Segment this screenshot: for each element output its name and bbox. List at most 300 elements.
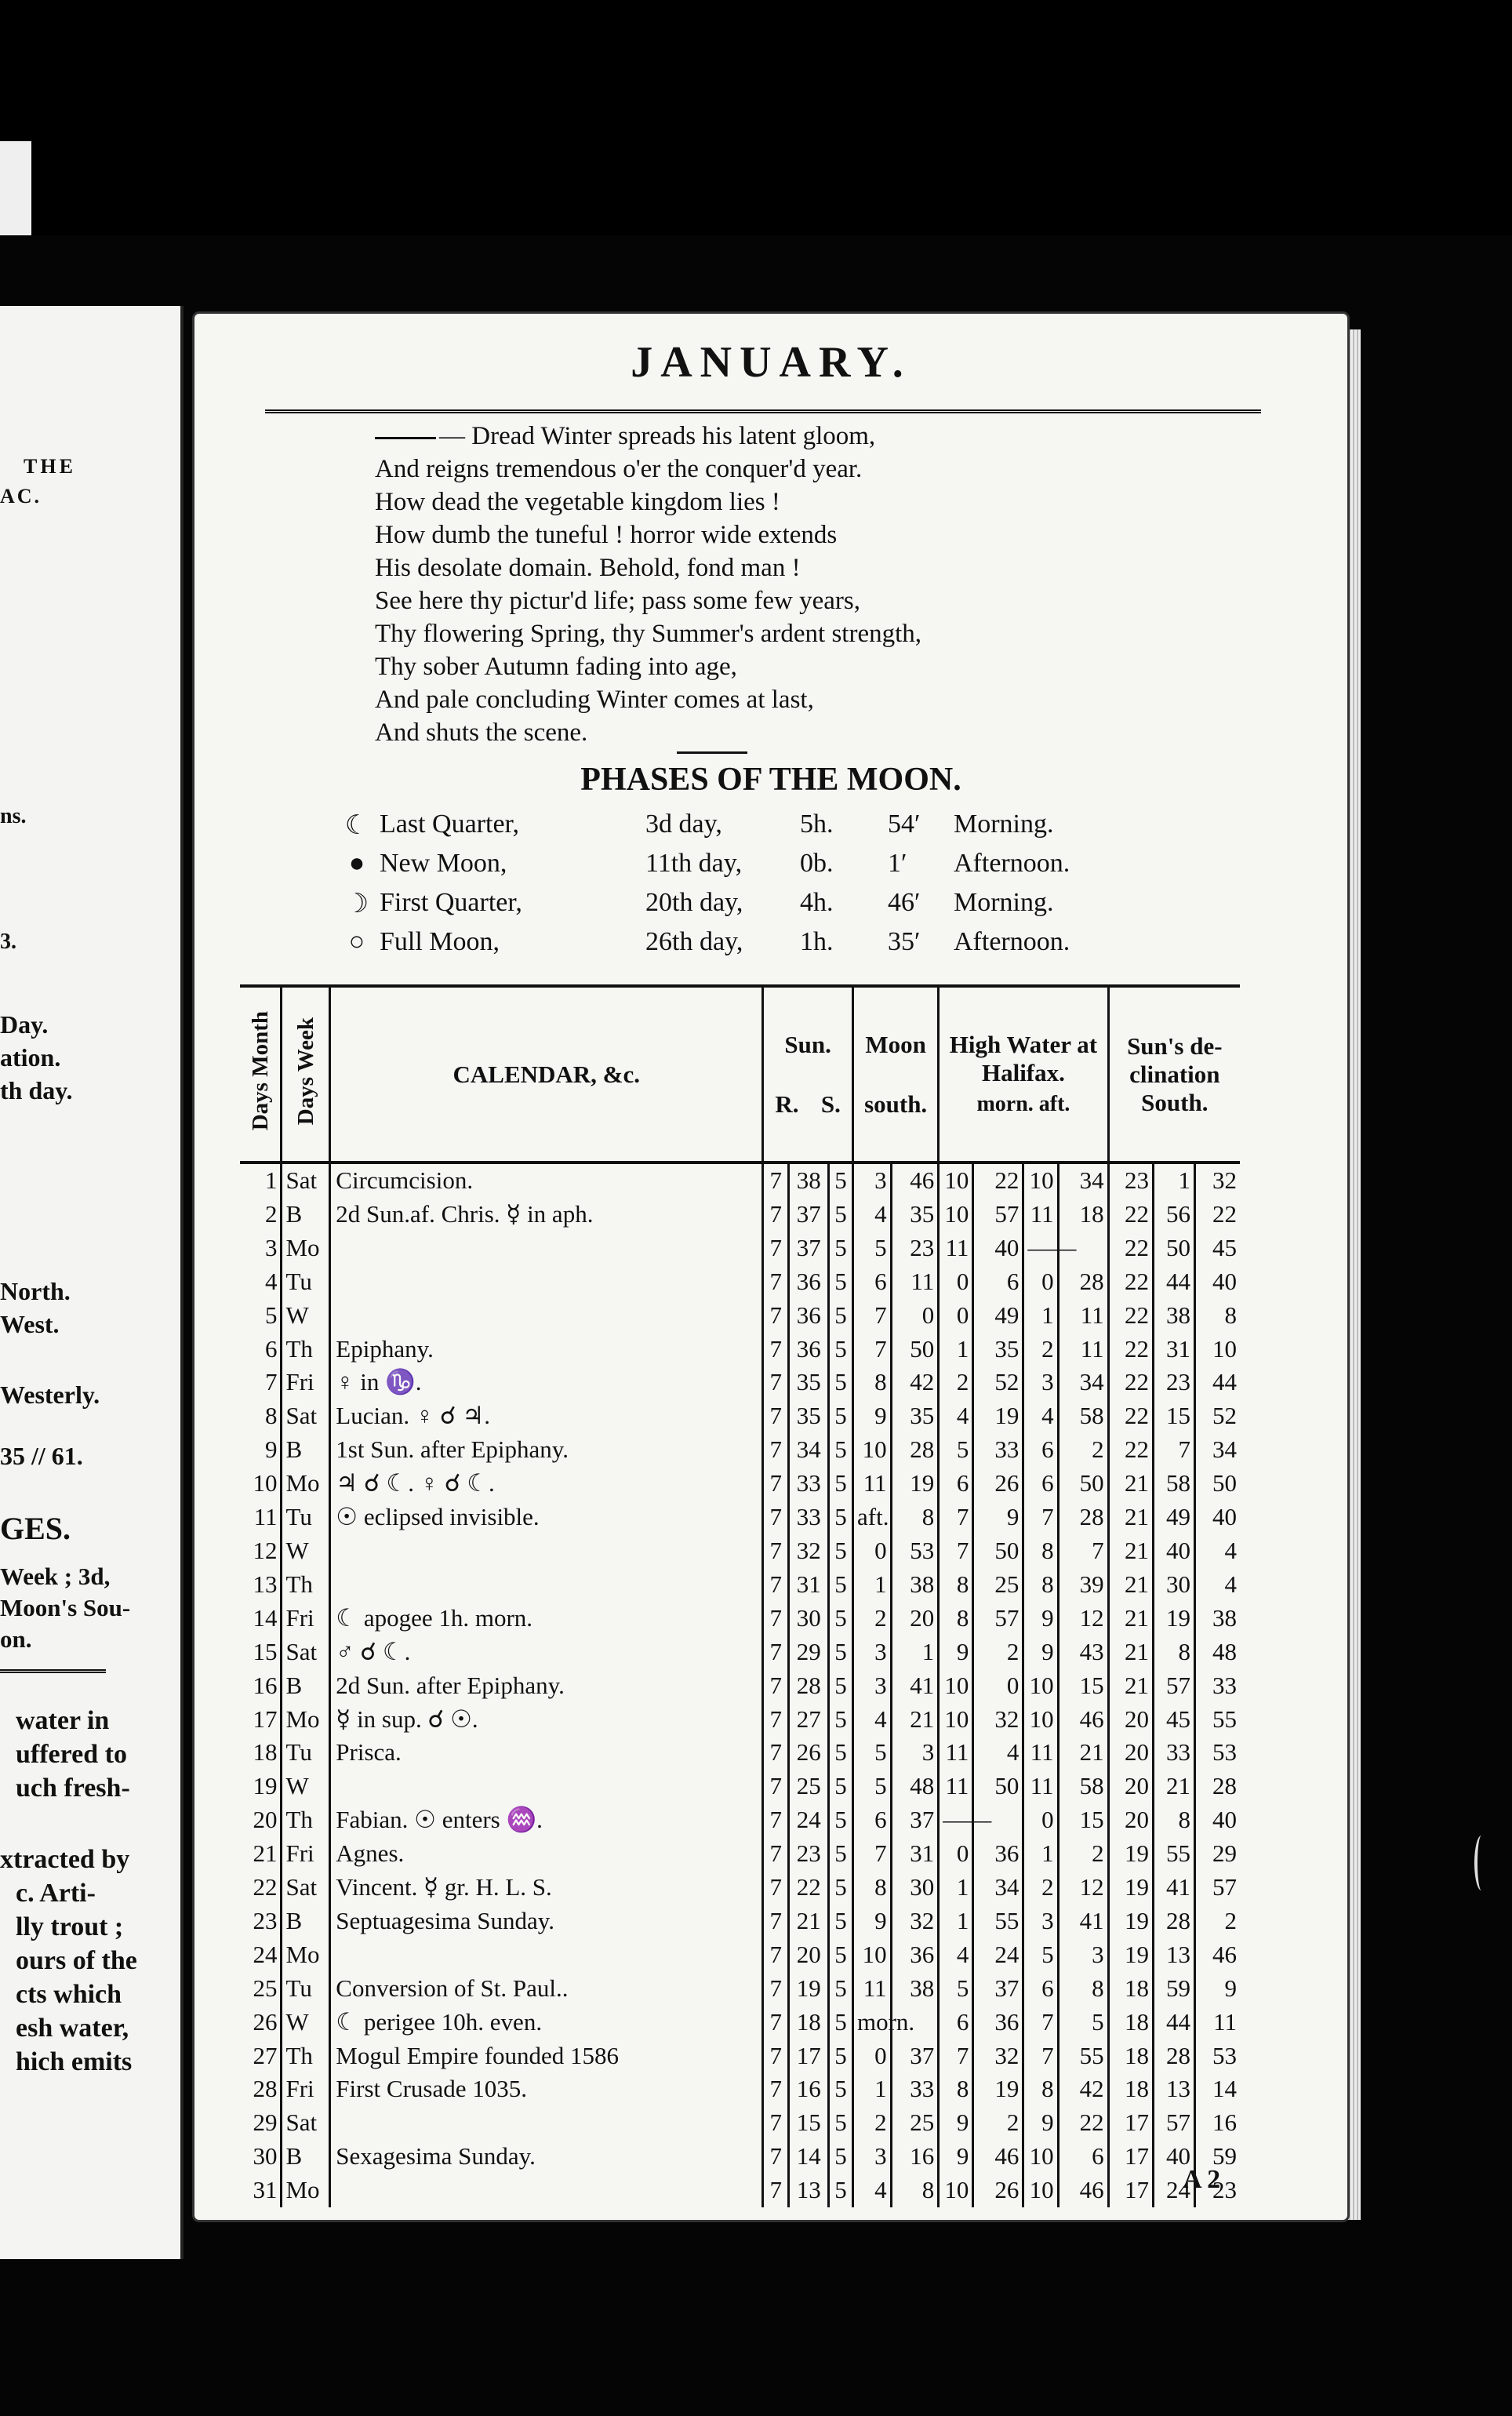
cell-ds: 10 bbox=[1194, 1333, 1240, 1366]
cell-ev: ♂ ☌ ☾. bbox=[330, 1636, 763, 1669]
cell-hm2: 0 bbox=[973, 1669, 1023, 1703]
cell-rm: 13 bbox=[789, 2174, 829, 2207]
cell-ha1: 5 bbox=[1023, 1938, 1058, 1972]
table-row bbox=[240, 1972, 1240, 2006]
cell-hm1: 7 bbox=[939, 2039, 973, 2073]
cell-ev: 2d Sun. after Epiphany. bbox=[330, 1669, 763, 1703]
cell-hm1: 11 bbox=[939, 1736, 973, 1770]
cell-ds: 53 bbox=[1194, 2039, 1240, 2073]
cell-d: 27 bbox=[253, 2041, 278, 2069]
cell-hm1: 6 bbox=[939, 2006, 973, 2039]
left-fragment: THE bbox=[24, 455, 76, 478]
cell-d: 5 bbox=[264, 1301, 278, 1329]
cell-rm: 37 bbox=[789, 1232, 829, 1265]
phase-day: 3d day, bbox=[645, 810, 722, 839]
cell-ha2: 58 bbox=[1058, 1770, 1108, 1803]
cell-ds: 11 bbox=[1194, 2006, 1240, 2039]
cell-hm2: 36 bbox=[973, 1837, 1023, 1871]
phase-row bbox=[343, 888, 1285, 927]
cell-mm: 25 bbox=[891, 2106, 939, 2140]
cell-ha2: 5 bbox=[1058, 2006, 1108, 2039]
cell-mm: 16 bbox=[891, 2140, 939, 2174]
cell-d: 4 bbox=[264, 1267, 278, 1295]
cell-dd: 21 bbox=[1108, 1467, 1153, 1501]
cell-mh: 9 bbox=[853, 1905, 892, 1938]
left-fragment: GES. bbox=[0, 1511, 71, 1546]
cell-ha2: 22 bbox=[1058, 2106, 1108, 2140]
cell-ha1: 1 bbox=[1023, 1299, 1058, 1333]
table-row bbox=[240, 1703, 1240, 1737]
cell-rh: 7 bbox=[763, 1703, 789, 1737]
left-fragment: uffered to bbox=[16, 1740, 127, 1769]
cell-ha2: 12 bbox=[1058, 1602, 1108, 1636]
phase-period: Morning. bbox=[954, 810, 1054, 839]
cell-d: 13 bbox=[253, 1570, 278, 1598]
cell-hm2: 6 bbox=[973, 1265, 1023, 1299]
cell-ev: ♃ ☌ ☾. ♀ ☌ ☾. bbox=[330, 1467, 763, 1501]
cell-hm2: 32 bbox=[973, 1703, 1023, 1737]
cell-ev: Vincent. ☿ gr. H. L. S. bbox=[330, 1871, 763, 1905]
cell-rh: 7 bbox=[763, 1669, 789, 1703]
cell-w: W bbox=[282, 1534, 330, 1568]
cell-w: Mo bbox=[282, 1703, 330, 1737]
cell-rh: 7 bbox=[763, 1837, 789, 1871]
cell-hm2: 22 bbox=[973, 1163, 1023, 1198]
cell-s: 5 bbox=[829, 2039, 853, 2073]
cell-d: 11 bbox=[253, 1503, 278, 1531]
cell-rm: 17 bbox=[789, 2039, 829, 2073]
cell-w: B bbox=[282, 1433, 330, 1467]
cell-mm: 37 bbox=[891, 1803, 939, 1837]
cell-mh: 8 bbox=[853, 1366, 892, 1399]
cell-ha2: 34 bbox=[1058, 1366, 1108, 1399]
full-moon-icon: ○ bbox=[348, 927, 365, 956]
cell-dd: 20 bbox=[1108, 1703, 1153, 1737]
left-fragment: 3. bbox=[0, 930, 16, 954]
cell-rm: 15 bbox=[789, 2106, 829, 2140]
cell-d: 14 bbox=[253, 1603, 278, 1632]
cell-ds: 38 bbox=[1194, 1602, 1240, 1636]
left-fragment: Week ; 3d, bbox=[0, 1563, 111, 1590]
cell-hm2: 9 bbox=[973, 1501, 1023, 1534]
cell-rm: 28 bbox=[789, 1669, 829, 1703]
cell-w: Fri bbox=[282, 1602, 330, 1636]
cell-s: 5 bbox=[829, 1770, 853, 1803]
cell-ds: 46 bbox=[1194, 1938, 1240, 1972]
cell-ev bbox=[330, 1534, 763, 1568]
cell-rh: 7 bbox=[763, 1602, 789, 1636]
cell-rh: 7 bbox=[763, 1938, 789, 1972]
cell-mh: 4 bbox=[853, 1198, 892, 1232]
cell-d: 1 bbox=[264, 1166, 278, 1194]
cell-hm2: 19 bbox=[973, 2072, 1023, 2106]
cell-s: 5 bbox=[829, 1803, 853, 1837]
cell-hm2: 46 bbox=[973, 2140, 1023, 2174]
cell-ds: 9 bbox=[1194, 1972, 1240, 2006]
high-water-label: High Water at Halifax. bbox=[949, 1030, 1098, 1086]
cell-mh: aft. bbox=[853, 1501, 892, 1534]
table-row bbox=[240, 1501, 1240, 1534]
cell-mm: 1 bbox=[891, 1636, 939, 1669]
left-fragment: water in bbox=[16, 1706, 110, 1735]
cell-d: 26 bbox=[253, 2007, 278, 2036]
cell-ha2: 34 bbox=[1058, 1163, 1108, 1198]
cell-rm: 36 bbox=[789, 1333, 829, 1366]
cell-mm: 36 bbox=[891, 1938, 939, 1972]
cell-d: 18 bbox=[253, 1738, 278, 1767]
cell-dm: 55 bbox=[1154, 1837, 1195, 1871]
phase-minutes: 46′ bbox=[888, 888, 921, 917]
cell-s: 5 bbox=[829, 1501, 853, 1534]
cell-ha1: 7 bbox=[1023, 2006, 1058, 2039]
cell-mm: 31 bbox=[891, 1837, 939, 1871]
cell-s: 5 bbox=[829, 1333, 853, 1366]
cell-d: 19 bbox=[253, 1772, 278, 1800]
cell-w: Fri bbox=[282, 1366, 330, 1399]
cell-hm1: 9 bbox=[939, 2140, 973, 2174]
cell-s: 5 bbox=[829, 1669, 853, 1703]
cell-mh: 1 bbox=[853, 1568, 892, 1602]
cell-ha2: 3 bbox=[1058, 1938, 1108, 1972]
cell-rm: 33 bbox=[789, 1501, 829, 1534]
cell-ds: 28 bbox=[1194, 1770, 1240, 1803]
cell-d: 24 bbox=[253, 1940, 278, 1968]
cell-d: 21 bbox=[253, 1839, 278, 1868]
table-row bbox=[240, 1534, 1240, 1568]
cell-rm: 18 bbox=[789, 2006, 829, 2039]
cell-hm2: 37 bbox=[973, 1972, 1023, 2006]
cell-ev bbox=[330, 2106, 763, 2140]
cell-dm: 24 bbox=[1154, 2174, 1195, 2207]
cell-rh: 7 bbox=[763, 2106, 789, 2140]
cell-ds: 16 bbox=[1194, 2106, 1240, 2140]
cell-hm1: 7 bbox=[939, 1534, 973, 1568]
cell-hm1: 1 bbox=[939, 1871, 973, 1905]
cell-rm: 22 bbox=[789, 1871, 829, 1905]
scan-background bbox=[0, 0, 1512, 235]
left-fragment: hich emits bbox=[16, 2047, 133, 2076]
cell-ds: 44 bbox=[1194, 1366, 1240, 1399]
cell-ha2: 12 bbox=[1058, 1871, 1108, 1905]
left-fragment: c. Arti- bbox=[16, 1879, 96, 1908]
cell-rh: 7 bbox=[763, 1770, 789, 1803]
cell-dd: 19 bbox=[1108, 1905, 1153, 1938]
first-quarter-icon: ☽ bbox=[344, 890, 369, 919]
table-row bbox=[240, 1198, 1240, 1232]
cell-ha1: 2 bbox=[1023, 1333, 1058, 1366]
cell-ha1: 10 bbox=[1023, 2174, 1058, 2207]
cell-d: 9 bbox=[264, 1435, 278, 1464]
cell-ev: Agnes. bbox=[330, 1837, 763, 1871]
cell-rm: 16 bbox=[789, 2072, 829, 2106]
cell-mm: 30 bbox=[891, 1871, 939, 1905]
cell-ha2: 58 bbox=[1058, 1399, 1108, 1433]
new-moon-icon: ● bbox=[348, 849, 365, 878]
cell-rm: 26 bbox=[789, 1736, 829, 1770]
cell-mm: 46 bbox=[891, 1163, 939, 1198]
cell-dd: 21 bbox=[1108, 1669, 1153, 1703]
cell-w: Tu bbox=[282, 1501, 330, 1534]
cell-rh: 7 bbox=[763, 1433, 789, 1467]
cell-rh: 7 bbox=[763, 2006, 789, 2039]
cell-dd: 22 bbox=[1108, 1433, 1153, 1467]
cell-rm: 35 bbox=[789, 1366, 829, 1399]
cell-hm1: 5 bbox=[939, 1972, 973, 2006]
cell-mh: 3 bbox=[853, 1636, 892, 1669]
sun-set-label: S. bbox=[820, 1090, 841, 1118]
cell-rm: 37 bbox=[789, 1198, 829, 1232]
cell-ha1: 0 bbox=[1023, 1265, 1058, 1299]
cell-dm: 56 bbox=[1154, 1198, 1195, 1232]
cell-rm: 38 bbox=[789, 1163, 829, 1198]
poem-line: Thy sober Autumn fading into age, bbox=[375, 653, 737, 681]
cell-w: Tu bbox=[282, 1736, 330, 1770]
cell-dd: 21 bbox=[1108, 1602, 1153, 1636]
cell-mm: 19 bbox=[891, 1467, 939, 1501]
cell-dm: 50 bbox=[1154, 1232, 1195, 1265]
scan-edge-card bbox=[0, 141, 31, 235]
cell-mm: 8 bbox=[891, 2174, 939, 2207]
cell-ev: Conversion of St. Paul.. bbox=[330, 1972, 763, 2006]
left-fragment: ours of the bbox=[16, 1946, 137, 1975]
left-fragment: on. bbox=[0, 1625, 32, 1653]
table-row bbox=[240, 1803, 1240, 1837]
cell-mh: 0 bbox=[853, 2039, 892, 2073]
cell-dm: 41 bbox=[1154, 1871, 1195, 1905]
cell-ds: 14 bbox=[1194, 2072, 1240, 2106]
phase-row bbox=[343, 927, 1285, 966]
cell-ha2: 8 bbox=[1058, 1972, 1108, 2006]
cell-s: 5 bbox=[829, 1568, 853, 1602]
cell-dm: 8 bbox=[1154, 1803, 1195, 1837]
cell-hm1: 10 bbox=[939, 1703, 973, 1737]
cell-d: 22 bbox=[253, 1873, 278, 1901]
cell-rm: 19 bbox=[789, 1972, 829, 2006]
cell-w: Mo bbox=[282, 1467, 330, 1501]
cell-dd: 22 bbox=[1108, 1399, 1153, 1433]
cell-mh: 6 bbox=[853, 1803, 892, 1837]
cell-ha2: 2 bbox=[1058, 1837, 1108, 1871]
cell-ha1: 9 bbox=[1023, 2106, 1058, 2140]
cell-hm1: 8 bbox=[939, 1602, 973, 1636]
phase-name: Last Quarter, bbox=[380, 810, 520, 839]
phase-day: 26th day, bbox=[645, 927, 743, 956]
cell-ha1: 0 bbox=[1023, 1803, 1058, 1837]
cell-hm1: 4 bbox=[939, 1938, 973, 1972]
cell-d: 25 bbox=[253, 1974, 278, 2002]
cell-dd: 20 bbox=[1108, 1770, 1153, 1803]
left-fragment: Moon's Sou- bbox=[0, 1594, 131, 1621]
cell-ds: 40 bbox=[1194, 1501, 1240, 1534]
cell-d: 12 bbox=[253, 1536, 278, 1564]
cell-hm1: 4 bbox=[939, 1399, 973, 1433]
cell-w: Sat bbox=[282, 1399, 330, 1433]
cell-ha1: 6 bbox=[1023, 1467, 1058, 1501]
table-row bbox=[240, 2174, 1240, 2207]
cell-d: 31 bbox=[253, 2176, 278, 2204]
phase-name: New Moon, bbox=[380, 849, 507, 878]
cell-dm: 13 bbox=[1154, 1938, 1195, 1972]
cell-ha2: 50 bbox=[1058, 1467, 1108, 1501]
table-row bbox=[240, 1299, 1240, 1333]
cell-hm1: 10 bbox=[939, 2174, 973, 2207]
cell-ha1: 2 bbox=[1023, 1871, 1058, 1905]
cell-hm2: 35 bbox=[973, 1333, 1023, 1366]
cell-rh: 7 bbox=[763, 1568, 789, 1602]
cell-mh: 3 bbox=[853, 1163, 892, 1198]
cell-mm: 33 bbox=[891, 2072, 939, 2106]
cell-mm: 11 bbox=[891, 1265, 939, 1299]
cell-mh: 2 bbox=[853, 2106, 892, 2140]
cell-d: 15 bbox=[253, 1637, 278, 1665]
cell-w: Th bbox=[282, 1333, 330, 1366]
cell-ev: Circumcision. bbox=[330, 1163, 763, 1198]
poem-dash bbox=[375, 437, 436, 439]
poem-line: And pale concluding Winter comes at last, bbox=[375, 686, 814, 714]
table-row bbox=[240, 1433, 1240, 1467]
cell-w: B bbox=[282, 2140, 330, 2174]
cell-rm: 29 bbox=[789, 1636, 829, 1669]
cell-rh: 7 bbox=[763, 1299, 789, 1333]
cell-hm2: 2 bbox=[973, 1636, 1023, 1669]
cell-mh: 5 bbox=[853, 1232, 892, 1265]
sun-header bbox=[763, 986, 853, 1163]
cell-rm: 30 bbox=[789, 1602, 829, 1636]
cell-d: 10 bbox=[253, 1469, 278, 1497]
cell-d: 8 bbox=[264, 1402, 278, 1430]
cell-hm2: 33 bbox=[973, 1433, 1023, 1467]
cell-hm1: 5 bbox=[939, 1433, 973, 1467]
phase-day: 11th day, bbox=[645, 849, 743, 878]
cell-dd: 17 bbox=[1108, 2174, 1153, 2207]
cell-w: Fri bbox=[282, 2072, 330, 2106]
cell-ha2: 15 bbox=[1058, 1803, 1108, 1837]
cell-mm: 28 bbox=[891, 1433, 939, 1467]
cell-mh: 2 bbox=[853, 1602, 892, 1636]
cell-rh: 7 bbox=[763, 1163, 789, 1198]
cell-dd: 17 bbox=[1108, 2106, 1153, 2140]
cell-hm1: 11 bbox=[939, 1232, 973, 1265]
left-fragment: Day. bbox=[0, 1010, 49, 1039]
cell-s: 5 bbox=[829, 2140, 853, 2174]
left-fragment: ns. bbox=[0, 804, 27, 828]
cell-s: 5 bbox=[829, 1198, 853, 1232]
poem bbox=[375, 420, 1238, 749]
cell-mm: 48 bbox=[891, 1770, 939, 1803]
cell-s: 5 bbox=[829, 1534, 853, 1568]
cell-ha2: 21 bbox=[1058, 1736, 1108, 1770]
cell-mm: 38 bbox=[891, 1568, 939, 1602]
cell-hm1: 7 bbox=[939, 1501, 973, 1534]
cell-ds: 59 bbox=[1194, 2140, 1240, 2174]
left-fragment: 35 // 61. bbox=[0, 1442, 83, 1470]
cell-hm1: 10 bbox=[939, 1198, 973, 1232]
cell-s: 5 bbox=[829, 1433, 853, 1467]
cell-hm2: 34 bbox=[973, 1871, 1023, 1905]
cell-ev: Epiphany. bbox=[330, 1333, 763, 1366]
cell-ev: Sexagesima Sunday. bbox=[330, 2140, 763, 2174]
table-row bbox=[240, 2072, 1240, 2106]
cell-ha1: 6 bbox=[1023, 1972, 1058, 2006]
cell-dd: 22 bbox=[1108, 1198, 1153, 1232]
cell-d: 20 bbox=[253, 1806, 278, 1834]
cell-w: W bbox=[282, 1299, 330, 1333]
cell-mh: 1 bbox=[853, 2072, 892, 2106]
table-row bbox=[240, 1467, 1240, 1501]
cell-dm: 30 bbox=[1154, 1568, 1195, 1602]
moon-phases-list bbox=[343, 810, 1285, 966]
cell-dm: 58 bbox=[1154, 1467, 1195, 1501]
moon-south-header bbox=[853, 986, 939, 1163]
cell-ha1: 9 bbox=[1023, 1602, 1058, 1636]
cell-dm: 57 bbox=[1154, 2106, 1195, 2140]
cell-dm: 44 bbox=[1154, 1265, 1195, 1299]
cell-s: 5 bbox=[829, 1232, 853, 1265]
cell-ev bbox=[330, 2174, 763, 2207]
cell-w: Th bbox=[282, 1568, 330, 1602]
cell-s: 5 bbox=[829, 1972, 853, 2006]
cell-dd: 21 bbox=[1108, 1501, 1153, 1534]
cell-w: Tu bbox=[282, 1972, 330, 2006]
cell-dm: 23 bbox=[1154, 1366, 1195, 1399]
cell-ds: 22 bbox=[1194, 1198, 1240, 1232]
cell-mm: 3 bbox=[891, 1736, 939, 1770]
cell-ha1: 10 bbox=[1023, 1669, 1058, 1703]
cell-ha1: 8 bbox=[1023, 1534, 1058, 1568]
cell-mh: 3 bbox=[853, 2140, 892, 2174]
cell-mh: 7 bbox=[853, 1333, 892, 1366]
left-fragment: AC. bbox=[0, 485, 42, 508]
cell-ha1: 1 bbox=[1023, 1837, 1058, 1871]
cell-hm1: 8 bbox=[939, 1568, 973, 1602]
cell-dd: 22 bbox=[1108, 1366, 1153, 1399]
cell-ev: 1st Sun. after Epiphany. bbox=[330, 1433, 763, 1467]
table-row bbox=[240, 1736, 1240, 1770]
cell-ds: 40 bbox=[1194, 1265, 1240, 1299]
cell-dm: 38 bbox=[1154, 1299, 1195, 1333]
phase-name: Full Moon, bbox=[380, 927, 500, 956]
cell-ha2: 39 bbox=[1058, 1568, 1108, 1602]
cell-ha2: 42 bbox=[1058, 2072, 1108, 2106]
cell-ev: ♀ in ♑. bbox=[330, 1366, 763, 1399]
cell-rm: 20 bbox=[789, 1938, 829, 1972]
cell-dm: 45 bbox=[1154, 1703, 1195, 1737]
cell-d: 28 bbox=[253, 2075, 278, 2103]
poem-line: How dumb the tuneful ! horror wide extends bbox=[375, 521, 838, 549]
cell-dd: 19 bbox=[1108, 1871, 1153, 1905]
table-row bbox=[240, 1837, 1240, 1871]
cell-ev: Septuagesima Sunday. bbox=[330, 1905, 763, 1938]
facing-page-fragment bbox=[0, 306, 184, 2259]
cell-rm: 14 bbox=[789, 2140, 829, 2174]
cell-ev: 2d Sun.af. Chris. ☿ in aph. bbox=[330, 1198, 763, 1232]
cell-ds: 2 bbox=[1194, 1905, 1240, 1938]
cell-mm: 20 bbox=[891, 1602, 939, 1636]
high-water-subheader: morn. aft. bbox=[976, 1091, 1070, 1116]
cell-hm1: 1 bbox=[939, 1333, 973, 1366]
cell-mh: 7 bbox=[853, 1837, 892, 1871]
cell-ds: 52 bbox=[1194, 1399, 1240, 1433]
cell-ha2: 46 bbox=[1058, 1703, 1108, 1737]
cell-ha1: 4 bbox=[1023, 1399, 1058, 1433]
cell-ds: 55 bbox=[1194, 1703, 1240, 1737]
cell-rm: 23 bbox=[789, 1837, 829, 1871]
section-rule bbox=[677, 751, 747, 754]
cell-dd: 22 bbox=[1108, 1232, 1153, 1265]
cell-rm: 36 bbox=[789, 1299, 829, 1333]
cell-ha1: 11 bbox=[1023, 1770, 1058, 1803]
cell-mh: 4 bbox=[853, 2174, 892, 2207]
